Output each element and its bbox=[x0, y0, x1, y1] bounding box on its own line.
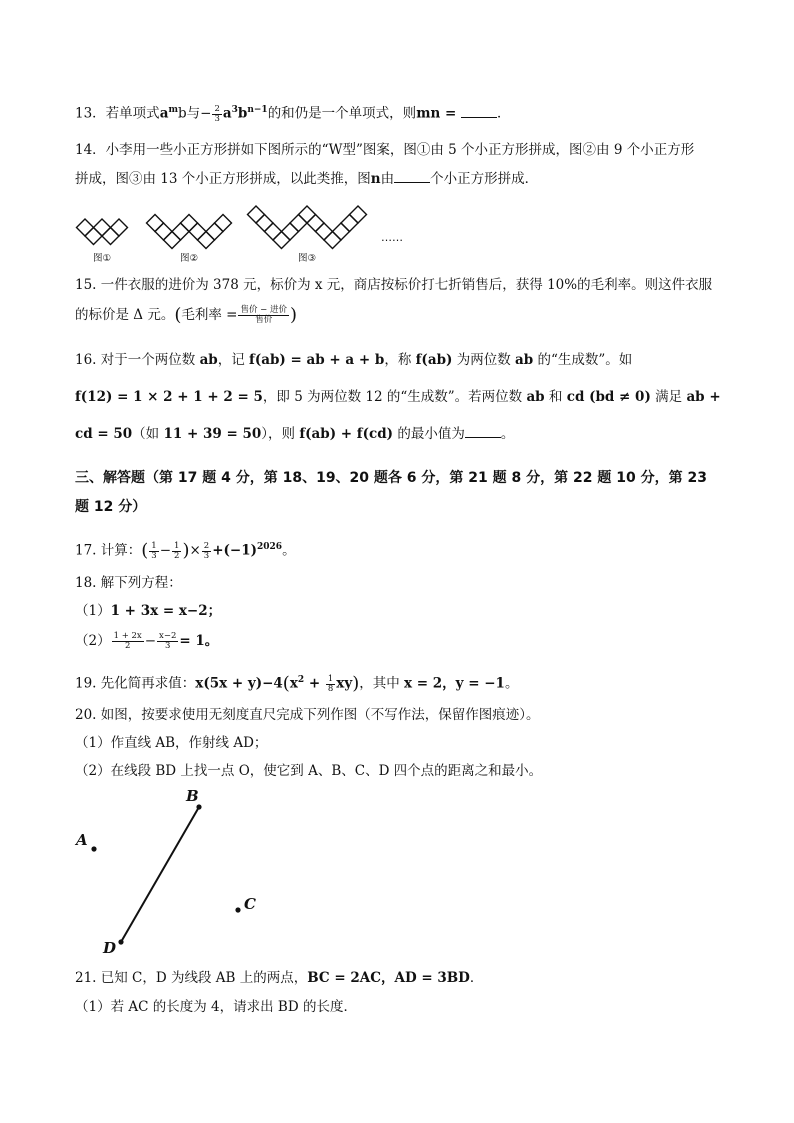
pattern-square bbox=[333, 223, 350, 240]
question-21-part1: （1）若 AC 的长度为 4，请求出 BD 的长度． bbox=[75, 999, 357, 1015]
q19-mid: ，其中 bbox=[359, 675, 405, 692]
point-d bbox=[118, 939, 123, 944]
question-18-title: 18. 解下列方程： bbox=[75, 575, 182, 591]
figure-1-caption: 图① bbox=[93, 253, 112, 264]
question-15-line1: 15. 一件衣服的进价为 378 元，标价为 x 元，商店按标价打七折销售后，获得 10%的毛利率。则这件衣服 bbox=[75, 277, 713, 293]
q18-f1-den: 2 bbox=[124, 641, 131, 651]
pattern-figure-1 bbox=[77, 219, 128, 245]
q16-f-sum: f(ab) + f(cd) bbox=[299, 426, 394, 442]
answer-blank bbox=[461, 104, 497, 118]
q16-end: 。 bbox=[500, 426, 515, 442]
question-20-part1: （1）作直线 AB，作射线 AD； bbox=[75, 735, 268, 751]
q15-frac-den: 售价 bbox=[255, 315, 273, 325]
pattern-square bbox=[273, 232, 290, 249]
answer-blank bbox=[465, 424, 501, 438]
pattern-square bbox=[147, 215, 164, 232]
q13-mono2-exp: 3 bbox=[231, 105, 238, 115]
q17-frac3 bbox=[202, 542, 211, 561]
q16-condition: cd = 50 bbox=[75, 426, 133, 442]
q15-paren-text: 毛利率 = bbox=[181, 307, 238, 323]
question-21 bbox=[75, 969, 483, 987]
pattern-square bbox=[341, 215, 358, 232]
q13-fraction bbox=[212, 105, 221, 124]
q19-end: 。 bbox=[504, 675, 519, 692]
q13-frac-den: 3 bbox=[214, 113, 220, 124]
q16-text: （如 bbox=[132, 426, 164, 442]
question-13 bbox=[75, 101, 511, 124]
pattern-square bbox=[85, 228, 102, 245]
question-16-line1 bbox=[75, 351, 632, 369]
q19-exp: 2 bbox=[297, 675, 305, 685]
q13-mono2-bexp: n−1 bbox=[247, 105, 268, 115]
label-d: D bbox=[103, 939, 117, 957]
pattern-square bbox=[265, 223, 282, 240]
pattern-square bbox=[77, 219, 94, 236]
q18-f2-num: x−2 bbox=[159, 631, 177, 641]
pattern-square bbox=[256, 215, 273, 232]
pattern-square bbox=[324, 232, 341, 249]
q16-example-sum: 11 + 39 = 50 bbox=[163, 426, 262, 442]
q16-text: 的最小值为 bbox=[393, 426, 465, 442]
q17-prefix: 17. 计算： bbox=[75, 542, 142, 559]
q19-expr-a: x(5x + y)−4 bbox=[195, 675, 283, 692]
figure-2-caption: 图② bbox=[180, 253, 199, 264]
answer-blank bbox=[394, 169, 430, 183]
question-20-title: 20. 如图，按要求使用无刻度直尺完成下列作图（不写作法，保留作图痕迹）。 bbox=[75, 707, 540, 723]
q19-plus: + bbox=[304, 675, 325, 692]
question-15-line2: 的标价是 Δ 元。(毛利率 = $\frac{\text{售价 − 进价}}{\text{售价}}$ ) bbox=[75, 304, 298, 326]
segment-bd bbox=[121, 807, 199, 942]
figure-3-caption: 图③ bbox=[298, 253, 317, 264]
q15-line2-a: 的标价是 Δ 元。 bbox=[75, 307, 175, 323]
q17-f3-num: 2 bbox=[203, 540, 210, 551]
q18-p1-equation: 1 + 3x = x−2； bbox=[110, 603, 222, 619]
q16-ab: ab bbox=[526, 389, 545, 405]
q15-fraction bbox=[238, 306, 289, 325]
q21-condition: BC = 2AC，AD = 3BD bbox=[307, 970, 470, 986]
q18-p2-frac1 bbox=[112, 632, 144, 651]
q19-expr-b: x bbox=[289, 675, 298, 692]
pattern-ellipsis: …… bbox=[381, 231, 403, 244]
question-18-part1 bbox=[75, 602, 221, 620]
q13-end: ． bbox=[497, 105, 511, 122]
q16-f-def: f(ab) = ab + a + b bbox=[249, 352, 385, 368]
q17-minus: − bbox=[159, 542, 172, 559]
q17-tail: +(−1) bbox=[212, 542, 258, 559]
q17-frac1 bbox=[149, 542, 158, 561]
q17-f1-den: 3 bbox=[151, 550, 157, 561]
q16-example: f(12) = 1 × 2 + 1 + 2 = 5 bbox=[75, 389, 263, 405]
q17-f1-num: 1 bbox=[151, 540, 157, 551]
pattern-square bbox=[94, 219, 111, 236]
pattern-figure-3 bbox=[248, 206, 367, 249]
label-b: B bbox=[186, 787, 199, 805]
q18-minus: − bbox=[144, 633, 157, 649]
label-a: A bbox=[76, 831, 88, 849]
pattern-square bbox=[164, 232, 181, 249]
point-c bbox=[235, 907, 240, 912]
q13-mono2: a bbox=[222, 105, 232, 122]
q16-text: ，称 bbox=[384, 352, 416, 368]
q14-line2-b: 由 bbox=[380, 171, 395, 187]
pattern-square bbox=[181, 215, 198, 232]
q16-text: 为两位数 bbox=[452, 352, 515, 368]
q16-text: ，记 bbox=[217, 352, 250, 368]
pattern-square bbox=[248, 206, 265, 223]
q14-line2-c: 个小正方形拼成． bbox=[430, 171, 539, 187]
q17-frac2 bbox=[172, 542, 181, 561]
pattern-square bbox=[350, 206, 367, 223]
label-c: C bbox=[244, 895, 256, 913]
q15-frac-num: 售价 − 进价 bbox=[240, 305, 288, 315]
q13-mono2-b: b bbox=[237, 105, 248, 122]
question-16-line2 bbox=[75, 388, 721, 406]
pattern-square bbox=[290, 215, 307, 232]
pattern-square bbox=[307, 215, 324, 232]
q13-mono1-exp: m bbox=[168, 105, 178, 115]
pattern-figure-2 bbox=[147, 215, 232, 249]
q19-f-num: 1 bbox=[327, 673, 334, 684]
q18-p2-frac2 bbox=[157, 632, 178, 651]
q13-mono1-tail: b与− bbox=[177, 105, 212, 122]
q17-f2-den: 2 bbox=[174, 550, 180, 561]
geometry-figure bbox=[0, 785, 794, 965]
question-20-part2: （2）在线段 BD 上找一点 O，使它到 A、B、C、D 四个点的距离之和最小。 bbox=[75, 763, 543, 779]
q19-expr-d: xy bbox=[336, 675, 353, 692]
q16-sum: ab + bbox=[686, 389, 721, 405]
q16-ab: ab bbox=[199, 352, 218, 368]
q18-f2-den: 3 bbox=[165, 641, 171, 651]
pattern-square bbox=[155, 223, 172, 240]
q17-end: 。 bbox=[282, 542, 296, 559]
question-19: 19. 先化简再求值：$x(5x + y)-4(x^2$ + $\frac{1}{8}$ xy)，其中 x = 2，y = −1。 bbox=[75, 673, 519, 694]
q19-prefix: 19. 先化简再求值： bbox=[75, 675, 196, 692]
q13-prefix: 13．若单项式 bbox=[75, 105, 160, 122]
pattern-square bbox=[282, 223, 299, 240]
pattern-square bbox=[102, 228, 119, 245]
pattern-square bbox=[215, 215, 232, 232]
q18-p1-label: （1） bbox=[75, 603, 111, 619]
question-16-line3 bbox=[75, 424, 514, 443]
q16-ab: ab bbox=[515, 352, 534, 368]
q21-end: ． bbox=[469, 970, 484, 986]
question-18-part2 bbox=[75, 632, 218, 651]
q18-p2-label: （2） bbox=[75, 633, 111, 649]
q13-suffix: 的和仍是一个单项式，则 bbox=[267, 105, 417, 122]
q14-line2-n: n bbox=[370, 171, 381, 187]
section-3-heading-line1: 三、解答题（第 17 题 4 分，第 18、19、20 题各 6 分，第 21 题 8 分，第 22 题 10 分，第 23 bbox=[75, 470, 707, 486]
section-3-heading-line2: 题 12 分） bbox=[75, 499, 147, 515]
question-17: 17. 计算：( $\frac{1}{3}$ − $\frac{1}{2}$ )× $\frac{2}{3}$ $+(-1)^{2026}$。 bbox=[75, 540, 296, 561]
q16-fab: f(ab) bbox=[415, 352, 453, 368]
pattern-square bbox=[111, 219, 128, 236]
q21-text: 21. 已知 C，D 为线段 AB 上的两点， bbox=[75, 970, 308, 986]
q19-condition: x = 2，y = −1 bbox=[404, 675, 505, 692]
q17-times: × bbox=[189, 542, 201, 559]
q13-expr: mn = bbox=[416, 105, 461, 122]
q16-text: 16. 对于一个两位数 bbox=[75, 352, 200, 368]
q17-f3-den: 3 bbox=[203, 550, 210, 561]
q18-f1-num: 1 + 2x bbox=[113, 631, 142, 641]
q13-mono1: a bbox=[159, 105, 169, 122]
question-14-line1: 14．小李用一些小正方形拼如下图所示的“W型”图案，图①由 5 个小正方形拼成，图②由 9 个小正方形 bbox=[75, 142, 695, 158]
point-a bbox=[91, 846, 96, 851]
question-14-line2 bbox=[75, 169, 538, 188]
pattern-square bbox=[198, 232, 215, 249]
q13-frac-num: 2 bbox=[214, 103, 220, 114]
q14-line2-a: 拼成，图③由 13 个小正方形拼成，以此类推，图 bbox=[75, 171, 371, 187]
pattern-square bbox=[206, 223, 223, 240]
q16-cd: cd (bd ≠ 0) bbox=[566, 389, 651, 405]
q16-text: 和 bbox=[544, 389, 567, 405]
q19-f-den: 8 bbox=[327, 683, 334, 694]
q16-text: ，即 5 为两位数 12 的“生成数”。若两位数 bbox=[262, 389, 527, 405]
q16-text: ），则 bbox=[261, 426, 300, 442]
point-b bbox=[196, 804, 201, 809]
q17-exp: 2026 bbox=[257, 542, 283, 552]
pattern-square bbox=[172, 223, 189, 240]
q17-f2-num: 1 bbox=[174, 540, 180, 551]
q18-rhs: = 1。 bbox=[179, 633, 219, 649]
q16-text: 满足 bbox=[650, 389, 687, 405]
pattern-square bbox=[299, 206, 316, 223]
pattern-square bbox=[316, 223, 333, 240]
q16-text: 的“生成数”。如 bbox=[533, 352, 633, 368]
q19-frac bbox=[326, 675, 335, 694]
pattern-square bbox=[189, 223, 206, 240]
